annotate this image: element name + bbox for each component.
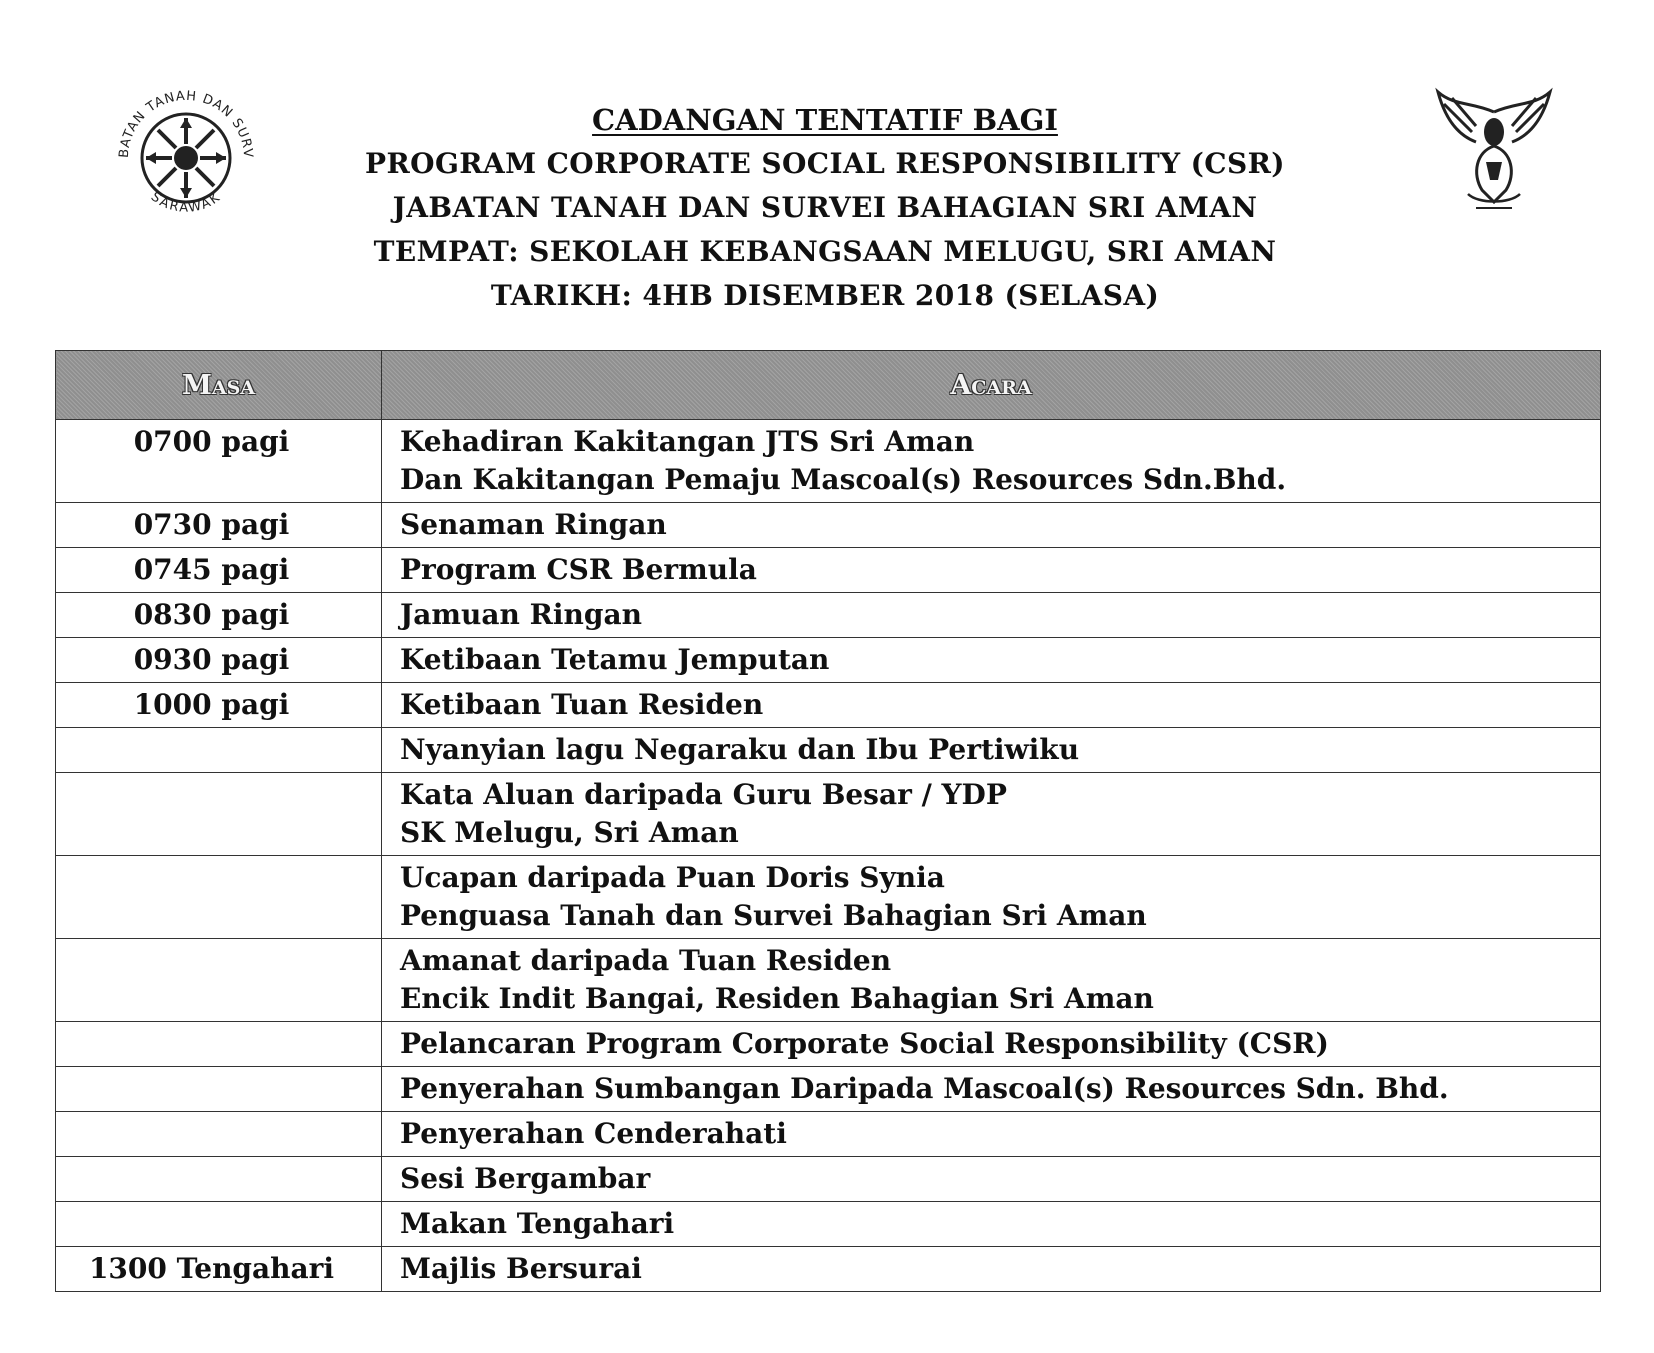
time-cell <box>56 773 382 856</box>
time-cell <box>56 1157 382 1202</box>
event-cell <box>382 638 1601 683</box>
event-line: Dan Kakitangan Pemaju Mascoal(s) Resources Sdn.Bhd. <box>400 463 1287 496</box>
table-row <box>56 773 1601 856</box>
time-cell: 0930 pagi <box>56 638 382 683</box>
sarawak-coat-of-arms-icon <box>1432 82 1556 222</box>
event-line: Ketibaan Tetamu Jemputan <box>400 643 830 676</box>
event-cell <box>382 773 1601 856</box>
table-row <box>56 1112 1601 1157</box>
time-cell: 0700 pagi <box>56 420 382 503</box>
time-cell <box>56 728 382 773</box>
table-row <box>56 683 1601 728</box>
schedule-table <box>55 350 1601 1292</box>
event-line: Jamuan Ringan <box>400 598 642 631</box>
event-line: Pelancaran Program Corporate Social Responsibility (CSR) <box>400 1027 1329 1060</box>
event-cell <box>382 939 1601 1022</box>
table-row <box>56 593 1601 638</box>
event-line: Ketibaan Tuan Residen <box>400 688 764 721</box>
heading-line-2: PROGRAM CORPORATE SOCIAL RESPONSIBILITY (CSR) <box>365 147 1285 180</box>
table-row <box>56 1067 1601 1112</box>
event-cell <box>382 1022 1601 1067</box>
event-cell <box>382 1112 1601 1157</box>
heading-line-3: JABATAN TANAH DAN SURVEI BAHAGIAN SRI AMAN <box>392 191 1258 224</box>
table-row <box>56 1157 1601 1202</box>
heading-line-4: TEMPAT: SEKOLAH KEBANGSAAN MELUGU, SRI AMAN <box>373 235 1277 268</box>
table-row <box>56 503 1601 548</box>
table-row <box>56 420 1601 503</box>
event-cell <box>382 1067 1601 1112</box>
event-cell <box>382 1247 1601 1292</box>
svg-text:JABATAN TANAH DAN SURVEI: BATAN TANAH DAN SURV <box>116 88 256 159</box>
event-cell <box>382 548 1601 593</box>
table-header-row <box>56 351 1601 420</box>
event-line: Sesi Bergambar <box>400 1162 651 1195</box>
table-row <box>56 638 1601 683</box>
table-row <box>56 728 1601 773</box>
event-line: Nyanyian lagu Negaraku dan Ibu Pertiwiku <box>400 733 1080 766</box>
event-line: Penyerahan Cenderahati <box>400 1117 787 1150</box>
event-line: Penyerahan Sumbangan Daripada Mascoal(s) Resources Sdn. Bhd. <box>400 1072 1449 1105</box>
event-cell <box>382 1202 1601 1247</box>
time-cell <box>56 1022 382 1067</box>
event-line: Kehadiran Kakitangan JTS Sri Aman <box>400 425 975 458</box>
table-row <box>56 1247 1601 1292</box>
time-cell: 0730 pagi <box>56 503 382 548</box>
table-row <box>56 1022 1601 1067</box>
time-cell <box>56 939 382 1022</box>
table-row <box>56 939 1601 1022</box>
time-cell: 0745 pagi <box>56 548 382 593</box>
time-cell: 1300 Tengahari <box>56 1247 382 1292</box>
column-header-acara: Acara <box>382 351 1601 420</box>
table-row <box>56 1202 1601 1247</box>
event-line: Amanat daripada Tuan Residen <box>400 944 892 977</box>
event-cell <box>382 593 1601 638</box>
event-line: Majlis Bersurai <box>400 1252 642 1285</box>
event-line: Senaman Ringan <box>400 508 667 541</box>
event-cell <box>382 856 1601 939</box>
event-cell <box>382 503 1601 548</box>
svg-text:SARAWAK: SARAWAK <box>147 189 225 216</box>
heading-line-5: TARIKH: 4HB DISEMBER 2018 (SELASA) <box>490 279 1160 312</box>
event-line: Kata Aluan daripada Guru Besar / YDP <box>400 778 1007 811</box>
time-cell <box>56 1067 382 1112</box>
schedule-body <box>56 420 1601 1292</box>
event-line: Makan Tengahari <box>400 1207 675 1240</box>
time-cell <box>56 1112 382 1157</box>
table-row <box>56 548 1601 593</box>
event-cell <box>382 728 1601 773</box>
heading-line-1: CADANGAN TENTATIF BAGI <box>592 103 1058 137</box>
event-cell <box>382 683 1601 728</box>
event-line: SK Melugu, Sri Aman <box>400 816 739 849</box>
event-line: Ucapan daripada Puan Doris Synia <box>400 861 945 894</box>
event-line: Encik Indit Bangai, Residen Bahagian Sri Aman <box>400 982 1154 1015</box>
event-line: Penguasa Tanah dan Survei Bahagian Sri Aman <box>400 899 1147 932</box>
event-cell <box>382 1157 1601 1202</box>
event-cell <box>382 420 1601 503</box>
time-cell: 1000 pagi <box>56 683 382 728</box>
time-cell <box>56 1202 382 1247</box>
time-cell <box>56 856 382 939</box>
column-header-masa: Masa <box>56 351 382 420</box>
event-line: Program CSR Bermula <box>400 553 757 586</box>
jts-sarawak-seal-icon <box>106 78 266 238</box>
document-heading <box>300 98 1350 318</box>
time-cell: 0830 pagi <box>56 593 382 638</box>
table-row <box>56 856 1601 939</box>
